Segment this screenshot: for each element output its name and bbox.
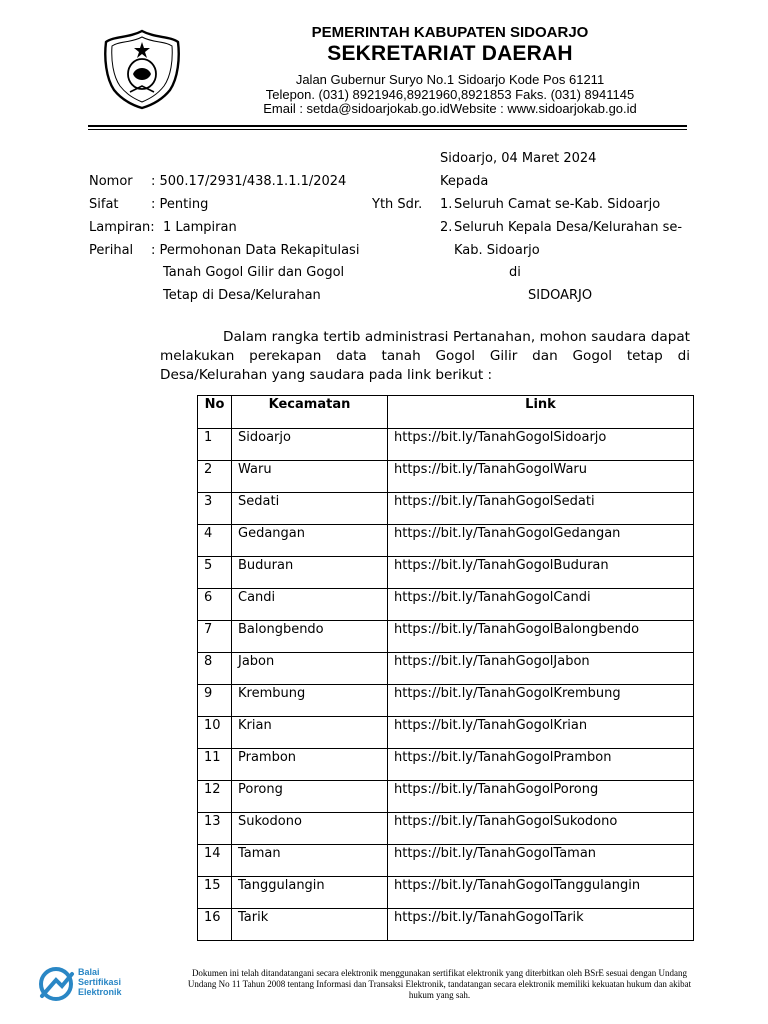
table-row [198,461,694,493]
row-link[interactable]: https://bit.ly/TanahGogolSedati [388,493,694,525]
row-kecamatan: Candi [232,589,388,621]
letterhead-government: PEMERINTAH KABUPATEN SIDOARJO [311,24,589,41]
recipient-2-line2: Kab. Sidoarjo [454,243,540,258]
note-line1: Dokumen ini telah ditandatangani secara elektronik menggunakan sertifikat elektronik yang diterbitkan oleh BSrE sesuai dengan Undang [191,968,688,978]
row-kecamatan: Tanggulangin [232,877,388,909]
sifat-value: : Penting [151,197,209,212]
table-row [198,429,694,461]
row-kecamatan: Prambon [232,749,388,781]
table-row [198,653,694,685]
row-link[interactable]: https://bit.ly/TanahGogolWaru [388,461,694,493]
table-row [198,717,694,749]
bsre-name [78,967,122,997]
row-kecamatan: Jabon [232,653,388,685]
e-signature-note [152,968,727,1001]
row-link[interactable]: https://bit.ly/TanahGogolKrembung [388,685,694,717]
row-link[interactable]: https://bit.ly/TanahGogolKrian [388,717,694,749]
lampiran-label: Lampiran: [89,220,155,235]
recipient-2-line1: Seluruh Kepala Desa/Kelurahan se- [454,220,683,235]
row-link[interactable]: https://bit.ly/TanahGogolTanggulangin [388,877,694,909]
bsre-line1: Balai [78,967,100,977]
recipient-2-number: 2. [440,220,453,235]
row-number: 1 [198,429,232,461]
perihal-label: Perihal [89,243,134,258]
link-table [197,395,694,941]
row-number: 13 [198,813,232,845]
recipient-1-number: 1. [440,197,453,212]
row-number: 5 [198,557,232,589]
table-row [198,621,694,653]
row-kecamatan: Sukodono [232,813,388,845]
table-row [198,525,694,557]
bsre-logo-icon [36,966,76,1002]
row-link[interactable]: https://bit.ly/TanahGogolJabon [388,653,694,685]
table-row [198,877,694,909]
row-number: 12 [198,781,232,813]
kepada-label: Kepada [440,174,489,189]
row-number: 8 [198,653,232,685]
row-kecamatan: Gedangan [232,525,388,557]
row-number: 14 [198,845,232,877]
row-number: 11 [198,749,232,781]
letterhead-address: Jalan Gubernur Suryo No.1 Sidoarjo Kode Pos 61211 [295,72,605,87]
row-number: 10 [198,717,232,749]
lampiran-value: 1 Lampiran [163,220,237,235]
row-kecamatan: Waru [232,461,388,493]
note-line2: Undang No 11 Tahun 2008 tentang Informasi dan Transaksi Elektronik, tandatangan secara elektronik memiliki kekuatan hukum dan akibat [187,979,692,989]
header-no: No [198,396,232,429]
row-kecamatan: Sedati [232,493,388,525]
row-link[interactable]: https://bit.ly/TanahGogolSukodono [388,813,694,845]
table-header-row [198,396,694,429]
letter-date: Sidoarjo, 04 Maret 2024 [440,151,597,166]
row-kecamatan: Buduran [232,557,388,589]
letterhead-phone: Telepon. (031) 8921946,8921960,8921853 Faks. (031) 8941145 [265,87,635,102]
row-link[interactable]: https://bit.ly/TanahGogolSidoarjo [388,429,694,461]
letterhead-secretariat: SEKRETARIAT DAERAH [327,42,573,65]
note-line3: hukum yang sah. [408,990,471,1000]
row-kecamatan: Tarik [232,909,388,941]
row-number: 7 [198,621,232,653]
table-row [198,685,694,717]
table-row [198,909,694,941]
header-kecamatan: Kecamatan [232,396,388,429]
row-link[interactable]: https://bit.ly/TanahGogolBuduran [388,557,694,589]
row-link[interactable]: https://bit.ly/TanahGogolTaman [388,845,694,877]
row-kecamatan: Taman [232,845,388,877]
recipient-1: Seluruh Camat se-Kab. Sidoarjo [454,197,661,212]
row-link[interactable]: https://bit.ly/TanahGogolTarik [388,909,694,941]
row-kecamatan: Porong [232,781,388,813]
row-kecamatan: Sidoarjo [232,429,388,461]
row-number: 15 [198,877,232,909]
table-row [198,781,694,813]
bsre-line3: Elektronik [78,987,122,997]
body-paragraph: Dalam rangka tertib administrasi Pertanahan, mohon saudara dapat melakukan perekapan data tanah Gogol Gilir dan Gogol tetap di Desa/Kelurahan yang saudara pada link berikut : [160,329,690,383]
header-link: Link [388,396,694,429]
table-row [198,589,694,621]
row-number: 6 [198,589,232,621]
row-kecamatan: Krembung [232,685,388,717]
row-link[interactable]: https://bit.ly/TanahGogolGedangan [388,525,694,557]
table-row [198,557,694,589]
row-link[interactable]: https://bit.ly/TanahGogolCandi [388,589,694,621]
table-row [198,749,694,781]
row-number: 2 [198,461,232,493]
row-number: 3 [198,493,232,525]
sifat-label: Sifat [89,197,119,212]
recipient-di: di [509,265,521,280]
row-link[interactable]: https://bit.ly/TanahGogolPrambon [388,749,694,781]
letterhead-divider-thin [88,129,687,130]
garuda-crest-icon [100,28,184,110]
perihal-line2: Tanah Gogol Gilir dan Gogol [163,265,345,280]
row-kecamatan: Balongbendo [232,621,388,653]
row-link[interactable]: https://bit.ly/TanahGogolPorong [388,781,694,813]
recipient-city: SIDOARJO [528,288,593,303]
row-kecamatan: Krian [232,717,388,749]
row-number: 16 [198,909,232,941]
nomor-label: Nomor [89,174,133,189]
nomor-value: : 500.17/2931/438.1.1.1/2024 [151,174,347,189]
row-number: 4 [198,525,232,557]
letterhead-email: Email : setda@sidoarjokab.go.idWebsite : www.sidoarjokab.go.id [263,101,637,116]
table-row [198,493,694,525]
yth-label: Yth Sdr. [372,197,423,212]
letterhead-divider [88,125,687,127]
row-link[interactable]: https://bit.ly/TanahGogolBalongbendo [388,621,694,653]
perihal-line1: : Permohonan Data Rekapitulasi [151,243,360,258]
table-row [198,813,694,845]
bsre-line2: Sertifikasi [78,977,122,987]
row-number: 9 [198,685,232,717]
table-row [198,845,694,877]
perihal-line3: Tetap di Desa/Kelurahan [163,288,321,303]
